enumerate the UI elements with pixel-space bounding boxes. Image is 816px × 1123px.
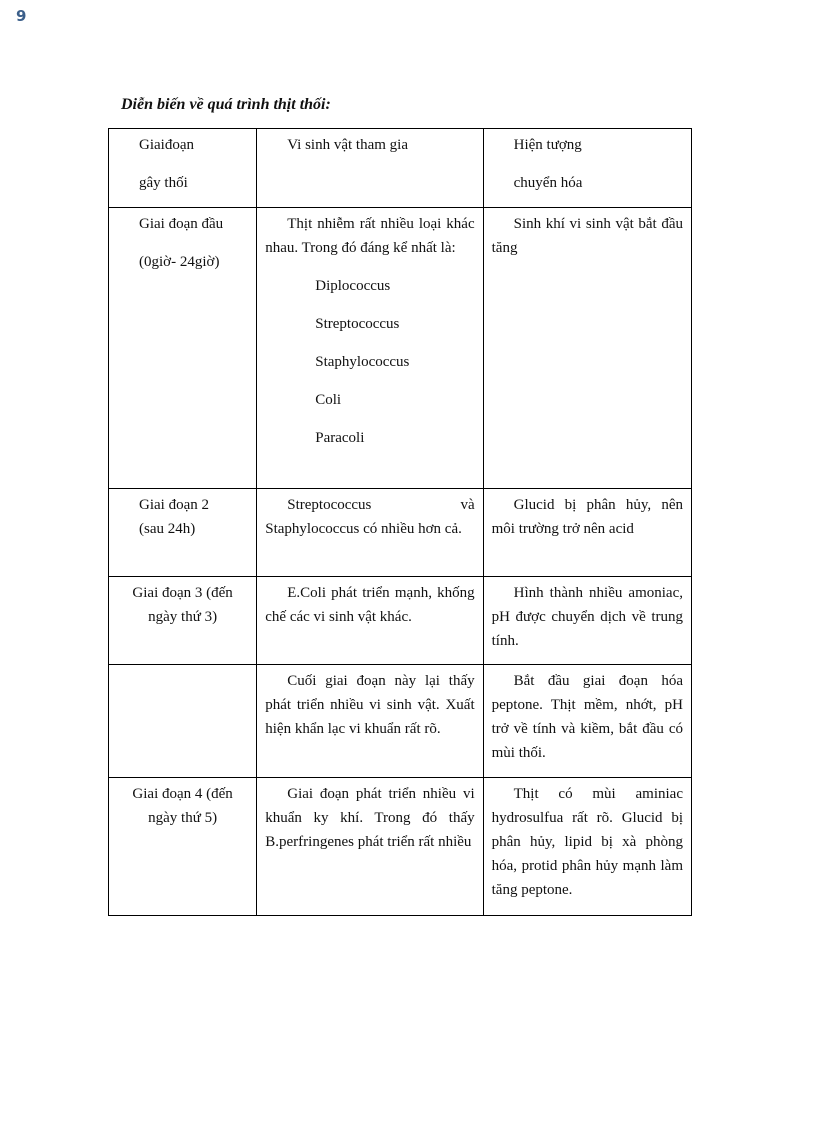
organism-item: Streptococcus [315,316,400,332]
organism-item: Paracoli [315,430,365,446]
phenomenon-cell [483,208,691,489]
microbes-text: E.Coli phát triển mạnh, khống chế các vi sinh vật khác. [265,585,475,625]
table-row [109,489,692,577]
phenomenon-cell [483,665,691,778]
header-phenomenon-line2: chuyển hóa [513,175,583,191]
microbes-intro: Thịt nhiễm rất nhiều loại khác nhau. Trong đó đáng kể nhất là: [265,216,475,256]
phenomenon-text: Glucid bị phân hủy, nên môi trường trở nên acid [491,497,683,537]
phenomenon-text: Sinh khí vi sinh vật bắt đầu tăng [491,216,683,256]
microbes-cell [257,577,483,665]
phenomenon-text: Bắt đầu giai đoạn hóa peptone. Thịt mềm, nhớt, pH trở về tính và kiềm, bắt đầu có mùi thối. [491,673,683,761]
table-row [109,778,692,916]
stage-line2: (0giờ- 24giờ) [139,254,220,270]
organism-item: Coli [315,392,342,408]
header-microbes-cell [257,129,483,208]
microbes-text: Streptococcus và Staphylococcus có nhiều hơn cả. [265,497,475,537]
stage-cell [109,208,257,489]
header-stage-cell [109,129,257,208]
microbes-cell [257,208,483,489]
phenomenon-text: Thịt có mùi aminiac hydrosulfua rất rõ. Glucid bị phân hủy, lipid bị xà phòng hóa, protid phân hủy mạnh làm tăng peptone. [491,786,683,898]
stage-cell [109,778,257,916]
phenomenon-cell [483,778,691,916]
table-header-row [109,129,692,208]
organism-item: Staphylococcus [315,354,410,370]
organism-item: Diplococcus [315,278,391,294]
table-row [109,665,692,778]
table-row [109,208,692,489]
stage-text: Giai đoạn 3 (đến ngày thứ 3) [132,585,233,625]
header-phenomenon-line1: Hiện tượng [513,137,582,153]
stage-text: Giai đoạn 4 (đến ngày thứ 5) [132,786,233,826]
header-microbes: Vi sinh vật tham gia [287,137,408,153]
microbes-text: Cuối giai đoạn này lại thấy phát triển nhiều vi sinh vật. Xuất hiện khẩn lạc vi khuẩn rất rõ. [265,673,475,737]
header-stage-line2: gây thối [139,175,188,191]
stage-cell [109,577,257,665]
page-number: 9 [16,7,27,25]
microbes-cell [257,778,483,916]
stage-cell [109,665,257,778]
stage-line2: (sau 24h) [139,521,196,537]
microbes-text: Giai đoạn phát triển nhiều vi khuẩn ky khí. Trong đó thấy B.perfringenes phát triển rất nhiều [265,786,475,850]
putrefaction-stages-table [108,128,692,916]
phenomenon-text: Hình thành nhiều amoniac, pH được chuyển dịch về trung tính. [491,585,683,649]
microbes-cell [257,489,483,577]
phenomenon-cell [483,577,691,665]
section-title: Diễn biến về quá trình thịt thối: [121,96,331,113]
header-stage-line1: Giaiđoạn [139,137,194,153]
stage-line1: Giai đoạn đầu [139,216,224,232]
microbes-cell [257,665,483,778]
phenomenon-cell [483,489,691,577]
stage-line1: Giai đoạn 2 [139,497,209,513]
header-phenomenon-cell [483,129,691,208]
table-row [109,577,692,665]
stage-cell [109,489,257,577]
